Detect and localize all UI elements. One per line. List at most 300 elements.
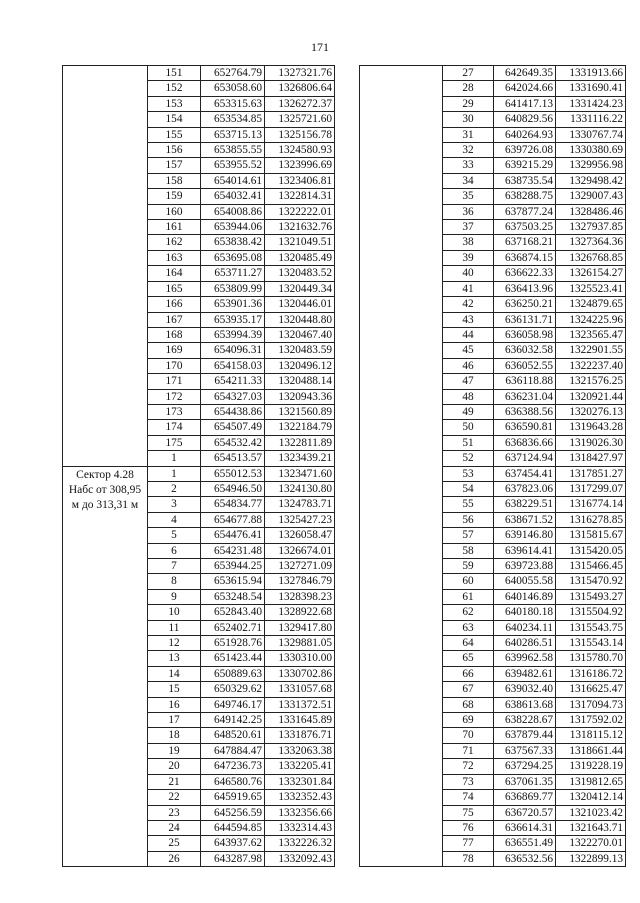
x-coordinate: 636413.96 — [494, 281, 556, 296]
point-number: 173 — [148, 404, 201, 419]
x-coordinate: 640234.11 — [494, 620, 556, 635]
y-coordinate: 1324225.96 — [556, 312, 626, 327]
point-number: 5 — [148, 528, 201, 543]
point-number: 29 — [443, 96, 494, 111]
x-coordinate: 653534.85 — [201, 112, 265, 127]
x-coordinate: 651928.76 — [201, 636, 265, 651]
x-coordinate: 654327.03 — [201, 389, 265, 404]
point-number: 13 — [148, 651, 201, 666]
point-number: 21 — [148, 774, 201, 789]
point-number: 37 — [443, 220, 494, 235]
x-coordinate: 636720.57 — [494, 805, 556, 820]
point-number: 17 — [148, 713, 201, 728]
x-coordinate: 636388.56 — [494, 404, 556, 419]
x-coordinate: 653944.06 — [201, 220, 265, 235]
x-coordinate: 636874.15 — [494, 250, 556, 265]
point-number: 15 — [148, 682, 201, 697]
y-coordinate: 1321643.71 — [556, 820, 626, 835]
point-number: 18 — [148, 728, 201, 743]
y-coordinate: 1320488.14 — [265, 374, 335, 389]
x-coordinate: 653935.17 — [201, 312, 265, 327]
point-number: 19 — [148, 743, 201, 758]
table-row — [63, 466, 335, 481]
y-coordinate: 1327364.36 — [556, 235, 626, 250]
y-coordinate: 1321576.25 — [556, 374, 626, 389]
y-coordinate: 1331876.71 — [265, 728, 335, 743]
x-coordinate: 636250.21 — [494, 297, 556, 312]
x-coordinate: 637061.35 — [494, 774, 556, 789]
point-number: 60 — [443, 574, 494, 589]
point-number: 48 — [443, 389, 494, 404]
y-coordinate: 1332063.38 — [265, 743, 335, 758]
x-coordinate: 652764.79 — [201, 66, 265, 81]
point-number: 59 — [443, 559, 494, 574]
y-coordinate: 1321049.51 — [265, 235, 335, 250]
y-coordinate: 1330702.86 — [265, 666, 335, 681]
point-number: 11 — [148, 620, 201, 635]
y-coordinate: 1331057.68 — [265, 682, 335, 697]
y-coordinate: 1320485.49 — [265, 250, 335, 265]
point-number: 155 — [148, 127, 201, 142]
x-coordinate: 642649.35 — [494, 66, 556, 81]
y-coordinate: 1329007.43 — [556, 189, 626, 204]
point-number: 30 — [443, 112, 494, 127]
y-coordinate: 1325156.78 — [265, 127, 335, 142]
point-number: 152 — [148, 81, 201, 96]
point-number: 74 — [443, 790, 494, 805]
x-coordinate: 646580.76 — [201, 774, 265, 789]
x-coordinate: 651423.44 — [201, 651, 265, 666]
point-number: 46 — [443, 358, 494, 373]
x-coordinate: 637567.33 — [494, 743, 556, 758]
point-number: 161 — [148, 220, 201, 235]
point-number: 35 — [443, 189, 494, 204]
y-coordinate: 1326806.64 — [265, 81, 335, 96]
x-coordinate: 653315.63 — [201, 96, 265, 111]
point-number: 6 — [148, 543, 201, 558]
x-coordinate: 637503.25 — [494, 220, 556, 235]
table-row — [63, 66, 335, 81]
y-coordinate: 1325427.23 — [265, 512, 335, 527]
y-coordinate: 1319026.30 — [556, 435, 626, 450]
point-number: 39 — [443, 250, 494, 265]
y-coordinate: 1320449.34 — [265, 281, 335, 296]
x-coordinate: 636118.88 — [494, 374, 556, 389]
x-coordinate: 639146.80 — [494, 528, 556, 543]
y-coordinate: 1315815.67 — [556, 528, 626, 543]
y-coordinate: 1329881.05 — [265, 636, 335, 651]
table-row — [360, 66, 626, 81]
y-coordinate: 1320446.01 — [265, 297, 335, 312]
point-number: 10 — [148, 605, 201, 620]
x-coordinate: 653248.54 — [201, 589, 265, 604]
x-coordinate: 636032.58 — [494, 343, 556, 358]
y-coordinate: 1321023.42 — [556, 805, 626, 820]
y-coordinate: 1322237.40 — [556, 358, 626, 373]
point-number: 53 — [443, 466, 494, 481]
point-number: 165 — [148, 281, 201, 296]
x-coordinate: 637879.44 — [494, 728, 556, 743]
point-number: 8 — [148, 574, 201, 589]
point-number: 62 — [443, 605, 494, 620]
x-coordinate: 639215.29 — [494, 158, 556, 173]
right-coordinates-table — [359, 65, 626, 867]
x-coordinate: 636590.81 — [494, 420, 556, 435]
y-coordinate: 1316774.14 — [556, 497, 626, 512]
y-coordinate: 1332226.32 — [265, 836, 335, 851]
x-coordinate: 652402.71 — [201, 620, 265, 635]
x-coordinate: 653855.55 — [201, 143, 265, 158]
y-coordinate: 1326058.47 — [265, 528, 335, 543]
x-coordinate: 645919.65 — [201, 790, 265, 805]
y-coordinate: 1324879.65 — [556, 297, 626, 312]
x-coordinate: 652843.40 — [201, 605, 265, 620]
x-coordinate: 640055.58 — [494, 574, 556, 589]
y-coordinate: 1315493.27 — [556, 589, 626, 604]
y-coordinate: 1317592.02 — [556, 713, 626, 728]
point-number: 26 — [148, 851, 201, 866]
point-number: 55 — [443, 497, 494, 512]
point-number: 76 — [443, 820, 494, 835]
x-coordinate: 653058.60 — [201, 81, 265, 96]
y-coordinate: 1323406.81 — [265, 173, 335, 188]
point-number: 78 — [443, 851, 494, 866]
x-coordinate: 639962.58 — [494, 651, 556, 666]
x-coordinate: 654158.03 — [201, 358, 265, 373]
y-coordinate: 1323996.69 — [265, 158, 335, 173]
x-coordinate: 638613.68 — [494, 697, 556, 712]
y-coordinate: 1325523.41 — [556, 281, 626, 296]
x-coordinate: 637877.24 — [494, 204, 556, 219]
point-number: 172 — [148, 389, 201, 404]
x-coordinate: 636532.56 — [494, 851, 556, 866]
point-number: 1 — [148, 466, 201, 481]
x-coordinate: 653711.27 — [201, 266, 265, 281]
point-number: 77 — [443, 836, 494, 851]
point-number: 175 — [148, 435, 201, 450]
point-number: 65 — [443, 651, 494, 666]
point-number: 56 — [443, 512, 494, 527]
point-number: 57 — [443, 528, 494, 543]
x-coordinate: 636869.77 — [494, 790, 556, 805]
point-number: 38 — [443, 235, 494, 250]
point-number: 24 — [148, 820, 201, 835]
y-coordinate: 1320467.40 — [265, 327, 335, 342]
point-number: 154 — [148, 112, 201, 127]
x-coordinate: 650889.63 — [201, 666, 265, 681]
y-coordinate: 1323565.47 — [556, 327, 626, 342]
y-coordinate: 1318115.12 — [556, 728, 626, 743]
point-number: 163 — [148, 250, 201, 265]
x-coordinate: 637168.21 — [494, 235, 556, 250]
y-coordinate: 1322811.89 — [265, 435, 335, 450]
x-coordinate: 636058.98 — [494, 327, 556, 342]
point-number: 158 — [148, 173, 201, 188]
y-coordinate: 1330310.00 — [265, 651, 335, 666]
point-number: 1 — [148, 451, 201, 466]
point-number: 34 — [443, 173, 494, 188]
y-coordinate: 1327937.85 — [556, 220, 626, 235]
point-number: 71 — [443, 743, 494, 758]
x-coordinate: 649746.17 — [201, 697, 265, 712]
point-number: 27 — [443, 66, 494, 81]
point-number: 75 — [443, 805, 494, 820]
point-number: 16 — [148, 697, 201, 712]
y-coordinate: 1322814.31 — [265, 189, 335, 204]
x-coordinate: 640180.18 — [494, 605, 556, 620]
point-number: 22 — [148, 790, 201, 805]
y-coordinate: 1315780.70 — [556, 651, 626, 666]
point-number: 47 — [443, 374, 494, 389]
y-coordinate: 1324783.71 — [265, 497, 335, 512]
point-number: 7 — [148, 559, 201, 574]
y-coordinate: 1315504.92 — [556, 605, 626, 620]
x-coordinate: 637294.25 — [494, 759, 556, 774]
x-coordinate: 643937.62 — [201, 836, 265, 851]
y-coordinate: 1317299.07 — [556, 481, 626, 496]
x-coordinate: 643287.98 — [201, 851, 265, 866]
page-number: 171 — [311, 40, 329, 54]
y-coordinate: 1332092.43 — [265, 851, 335, 866]
y-coordinate: 1331116.22 — [556, 112, 626, 127]
point-number: 54 — [443, 481, 494, 496]
point-number: 50 — [443, 420, 494, 435]
y-coordinate: 1326154.27 — [556, 266, 626, 281]
point-number: 68 — [443, 697, 494, 712]
x-coordinate: 637823.06 — [494, 481, 556, 496]
x-coordinate: 653809.99 — [201, 281, 265, 296]
y-coordinate: 1328398.23 — [265, 589, 335, 604]
x-coordinate: 640829.56 — [494, 112, 556, 127]
x-coordinate: 648520.61 — [201, 728, 265, 743]
point-number: 45 — [443, 343, 494, 358]
x-coordinate: 637454.41 — [494, 466, 556, 481]
x-coordinate: 639482.61 — [494, 666, 556, 681]
point-number: 14 — [148, 666, 201, 681]
x-coordinate: 650329.62 — [201, 682, 265, 697]
point-number: 4 — [148, 512, 201, 527]
x-coordinate: 654231.48 — [201, 543, 265, 558]
point-number: 174 — [148, 420, 201, 435]
x-coordinate: 649142.25 — [201, 713, 265, 728]
x-coordinate: 654532.42 — [201, 435, 265, 450]
y-coordinate: 1320448.80 — [265, 312, 335, 327]
x-coordinate: 654507.49 — [201, 420, 265, 435]
x-coordinate: 654014.61 — [201, 173, 265, 188]
point-number: 70 — [443, 728, 494, 743]
x-coordinate: 640264.93 — [494, 127, 556, 142]
point-number: 44 — [443, 327, 494, 342]
y-coordinate: 1329498.42 — [556, 173, 626, 188]
y-coordinate: 1323439.21 — [265, 451, 335, 466]
y-coordinate: 1326674.01 — [265, 543, 335, 558]
point-number: 170 — [148, 358, 201, 373]
point-number: 12 — [148, 636, 201, 651]
y-coordinate: 1322899.13 — [556, 851, 626, 866]
point-number: 159 — [148, 189, 201, 204]
y-coordinate: 1315543.14 — [556, 636, 626, 651]
point-number: 40 — [443, 266, 494, 281]
x-coordinate: 640146.89 — [494, 589, 556, 604]
x-coordinate: 653695.08 — [201, 250, 265, 265]
x-coordinate: 638229.51 — [494, 497, 556, 512]
y-coordinate: 1317094.73 — [556, 697, 626, 712]
y-coordinate: 1324130.80 — [265, 481, 335, 496]
y-coordinate: 1322184.79 — [265, 420, 335, 435]
point-number: 20 — [148, 759, 201, 774]
y-coordinate: 1332356.66 — [265, 805, 335, 820]
y-coordinate: 1320943.36 — [265, 389, 335, 404]
y-coordinate: 1315420.05 — [556, 543, 626, 558]
y-coordinate: 1328486.46 — [556, 204, 626, 219]
x-coordinate: 653715.13 — [201, 127, 265, 142]
y-coordinate: 1319812.65 — [556, 774, 626, 789]
point-number: 23 — [148, 805, 201, 820]
point-number: 69 — [443, 713, 494, 728]
y-coordinate: 1327321.76 — [265, 66, 335, 81]
x-coordinate: 653901.36 — [201, 297, 265, 312]
y-coordinate: 1327846.79 — [265, 574, 335, 589]
point-number: 9 — [148, 589, 201, 604]
point-number: 164 — [148, 266, 201, 281]
x-coordinate: 636231.04 — [494, 389, 556, 404]
y-coordinate: 1320483.59 — [265, 343, 335, 358]
x-coordinate: 639723.88 — [494, 559, 556, 574]
point-number: 67 — [443, 682, 494, 697]
y-coordinate: 1318427.97 — [556, 451, 626, 466]
x-coordinate: 638735.54 — [494, 173, 556, 188]
x-coordinate: 636836.66 — [494, 435, 556, 450]
point-number: 66 — [443, 666, 494, 681]
point-number: 52 — [443, 451, 494, 466]
x-coordinate: 654438.86 — [201, 404, 265, 419]
y-coordinate: 1318661.44 — [556, 743, 626, 758]
point-number: 58 — [443, 543, 494, 558]
x-coordinate: 654513.57 — [201, 451, 265, 466]
point-number: 156 — [148, 143, 201, 158]
point-number: 63 — [443, 620, 494, 635]
x-coordinate: 644594.85 — [201, 820, 265, 835]
point-number: 72 — [443, 759, 494, 774]
x-coordinate: 655012.53 — [201, 466, 265, 481]
y-coordinate: 1316186.72 — [556, 666, 626, 681]
y-coordinate: 1321560.89 — [265, 404, 335, 419]
x-coordinate: 653838.42 — [201, 235, 265, 250]
y-coordinate: 1322901.55 — [556, 343, 626, 358]
point-number: 169 — [148, 343, 201, 358]
y-coordinate: 1320276.13 — [556, 404, 626, 419]
y-coordinate: 1322222.01 — [265, 204, 335, 219]
x-coordinate: 638288.75 — [494, 189, 556, 204]
y-coordinate: 1326768.85 — [556, 250, 626, 265]
point-number: 166 — [148, 297, 201, 312]
x-coordinate: 639726.08 — [494, 143, 556, 158]
x-coordinate: 653955.52 — [201, 158, 265, 173]
point-number: 42 — [443, 297, 494, 312]
x-coordinate: 653994.39 — [201, 327, 265, 342]
y-coordinate: 1331424.23 — [556, 96, 626, 111]
y-coordinate: 1317851.27 — [556, 466, 626, 481]
x-coordinate: 636052.55 — [494, 358, 556, 373]
point-number: 41 — [443, 281, 494, 296]
point-number: 157 — [148, 158, 201, 173]
x-coordinate: 654211.33 — [201, 374, 265, 389]
y-coordinate: 1331913.66 — [556, 66, 626, 81]
point-number: 31 — [443, 127, 494, 142]
x-coordinate: 654476.41 — [201, 528, 265, 543]
y-coordinate: 1322270.01 — [556, 836, 626, 851]
left-coordinates-table — [62, 65, 335, 867]
x-coordinate: 636614.31 — [494, 820, 556, 835]
x-coordinate: 638228.67 — [494, 713, 556, 728]
x-coordinate: 640286.51 — [494, 636, 556, 651]
y-coordinate: 1331690.41 — [556, 81, 626, 96]
y-coordinate: 1320412.14 — [556, 790, 626, 805]
point-number: 28 — [443, 81, 494, 96]
x-coordinate: 654677.88 — [201, 512, 265, 527]
y-coordinate: 1328922.68 — [265, 605, 335, 620]
y-coordinate: 1320921.44 — [556, 389, 626, 404]
point-number: 51 — [443, 435, 494, 450]
point-number: 3 — [148, 497, 201, 512]
y-coordinate: 1327271.09 — [265, 559, 335, 574]
x-coordinate: 654032.41 — [201, 189, 265, 204]
point-number: 160 — [148, 204, 201, 219]
point-number: 36 — [443, 204, 494, 219]
sector-label: Сектор 4.28 Набс от 308,95 м до 313,31 м — [63, 466, 148, 867]
y-coordinate: 1315470.92 — [556, 574, 626, 589]
point-number: 64 — [443, 636, 494, 651]
x-coordinate: 647884.47 — [201, 743, 265, 758]
y-coordinate: 1329417.80 — [265, 620, 335, 635]
point-number: 171 — [148, 374, 201, 389]
y-coordinate: 1320483.52 — [265, 266, 335, 281]
y-coordinate: 1316625.47 — [556, 682, 626, 697]
y-coordinate: 1321632.76 — [265, 220, 335, 235]
x-coordinate: 642024.66 — [494, 81, 556, 96]
y-coordinate: 1315543.75 — [556, 620, 626, 635]
point-number: 43 — [443, 312, 494, 327]
point-number: 168 — [148, 327, 201, 342]
y-coordinate: 1331372.51 — [265, 697, 335, 712]
point-number: 151 — [148, 66, 201, 81]
point-number: 2 — [148, 481, 201, 496]
y-coordinate: 1323471.60 — [265, 466, 335, 481]
x-coordinate: 639032.40 — [494, 682, 556, 697]
y-coordinate: 1319643.28 — [556, 420, 626, 435]
sector-cell-empty — [63, 66, 148, 467]
x-coordinate: 636551.49 — [494, 836, 556, 851]
y-coordinate: 1325721.60 — [265, 112, 335, 127]
y-coordinate: 1332301.84 — [265, 774, 335, 789]
x-coordinate: 653615.94 — [201, 574, 265, 589]
point-number: 49 — [443, 404, 494, 419]
x-coordinate: 641417.13 — [494, 96, 556, 111]
x-coordinate: 636131.71 — [494, 312, 556, 327]
point-number: 25 — [148, 836, 201, 851]
y-coordinate: 1320496.12 — [265, 358, 335, 373]
x-coordinate: 639614.41 — [494, 543, 556, 558]
y-coordinate: 1332205.41 — [265, 759, 335, 774]
y-coordinate: 1331645.89 — [265, 713, 335, 728]
x-coordinate: 638671.52 — [494, 512, 556, 527]
x-coordinate: 653944.25 — [201, 559, 265, 574]
x-coordinate: 654008.86 — [201, 204, 265, 219]
y-coordinate: 1324580.93 — [265, 143, 335, 158]
point-number: 33 — [443, 158, 494, 173]
y-coordinate: 1316278.85 — [556, 512, 626, 527]
y-coordinate: 1332314.43 — [265, 820, 335, 835]
